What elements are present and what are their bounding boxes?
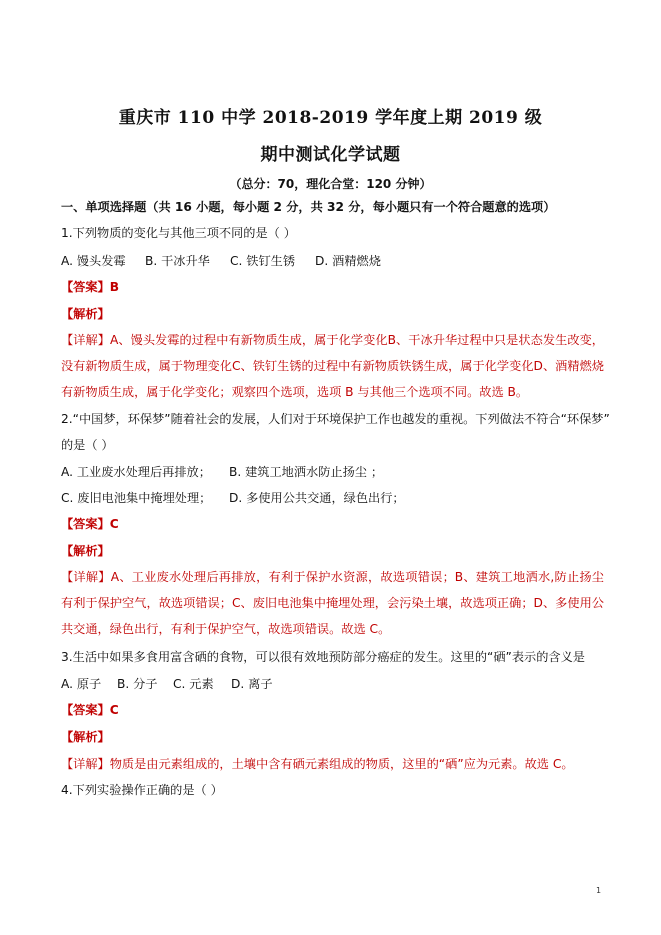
q3-stem: 3.生活中如果多食用富含硒的食物，可以很有效地预防部分癌症的发生。这里的“硒”表示的含义是 <box>61 650 585 664</box>
q2-options-row2 <box>61 485 405 511</box>
q2-option-b: B. 建筑工地洒水防止扬尘 ； <box>229 465 384 479</box>
q1-detail: 【详解】A、馒头发霉的过程中有新物质生成，属于化学变化B、干冰升华过程中只是状态发生改变，没有新物质生成，属于物理变化C、铁钉生锈的过程中有新物质铁锈生成，属于化学变化D、酒精燃烧有新物质生成，属于化学变化；观察四个选项，选项 B 与其他三个选项不同。故选 B。 <box>61 333 604 399</box>
q1-option-c: C. 铁钉生锈 <box>230 254 296 268</box>
document-title: 重庆市 110 中学 2018-2019 学年度上期 2019 级 <box>118 108 543 128</box>
q2-analysis-label: 【解析】 <box>61 544 110 558</box>
page-number: 1 <box>596 886 602 895</box>
q1-options <box>61 248 381 274</box>
q2-stem-line2: 的是（ ） <box>61 438 114 452</box>
q1-answer: 【答案】B <box>61 280 120 294</box>
q3-option-b: B. 分子 <box>117 677 158 691</box>
section-heading: 一、单项选择题（共 16 小题，每小题 2 分，共 32 分，每小题只有一个符合题意的选项） <box>61 200 556 214</box>
q2-option-c: C. 废旧电池集中掩埋处理； <box>61 491 212 505</box>
q3-answer: 【答案】C <box>61 703 119 717</box>
q1-option-d: D. 酒精燃烧 <box>315 254 381 268</box>
q2-answer: 【答案】C <box>61 517 119 531</box>
q1-option-a: A. 馒头发霉 <box>61 254 126 268</box>
q3-option-a: A. 原子 <box>61 677 102 691</box>
q1-analysis-label: 【解析】 <box>61 307 110 321</box>
q2-stem-line1: 2.“中国梦，环保梦”随着社会的发展，人们对于环境保护工作也越发的重视。下列做法不符合“环保梦” <box>61 412 610 426</box>
q3-options <box>61 671 273 697</box>
q4-stem: 4.下列实验操作正确的是（ ） <box>61 783 223 797</box>
q1-option-b: B. 干冰升华 <box>145 254 210 268</box>
q3-option-d: D. 离子 <box>231 677 273 691</box>
q3-detail: 【详解】物质是由元素组成的，土壤中含有硒元素组成的物质，这里的“硒”应为元素。故选 C。 <box>61 757 574 771</box>
exam-meta: （总分：70，理化合堂：120 分钟） <box>229 177 432 191</box>
q2-option-a: A. 工业废水处理后再排放； <box>61 465 211 479</box>
document-subtitle: 期中测试化学试题 <box>260 145 401 165</box>
q2-options-row1 <box>61 459 383 485</box>
q2-detail: 【详解】A、工业废水处理后再排放，有利于保护水资源，故选项错误；B、建筑工地洒水,防止扬尘有利于保护空气，故选项错误；C、废旧电池集中掩埋处理，会污染土壤，故选项正确；D、多使用公共交通，绿色出行，有利于保护空气，故选项错误。故选 C。 <box>61 570 604 636</box>
q3-option-c: C. 元素 <box>173 677 214 691</box>
q3-analysis-label: 【解析】 <box>61 730 110 744</box>
q1-stem: 1.下列物质的变化与其他三项不同的是（ ） <box>61 226 296 240</box>
q2-option-d: D. 多使用公共交通，绿色出行； <box>229 491 405 505</box>
